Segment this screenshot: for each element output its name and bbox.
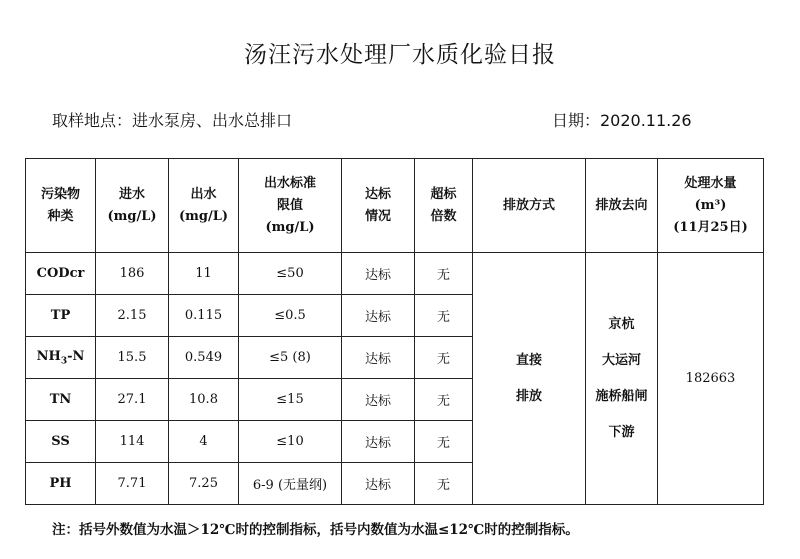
pollutant-name: TP — [26, 295, 96, 337]
header-influent: 进水 (mg/L) — [96, 159, 169, 253]
header-discharge-destination: 排放去向 — [586, 159, 658, 253]
table-header-row — [26, 159, 764, 253]
compliance-status: 达标 — [342, 295, 415, 337]
pollutant-name: SS — [26, 421, 96, 463]
exceed-times: 无 — [415, 337, 473, 379]
effluent-value: 10.8 — [169, 379, 239, 421]
limit-value: ≤0.5 — [239, 295, 342, 337]
influent-value: 27.1 — [96, 379, 169, 421]
effluent-value: 11 — [169, 253, 239, 295]
effluent-value: 4 — [169, 421, 239, 463]
pollutant-name: PH — [26, 463, 96, 505]
limit-value: 6-9 (无量纲) — [239, 463, 342, 505]
report-title: 汤汪污水处理厂水质化验日报 — [244, 42, 556, 68]
compliance-status: 达标 — [342, 421, 415, 463]
footnote: 注：括号外数值为水温＞12℃时的控制指标，括号内数值为水温≤12℃时的控制指标。 — [52, 522, 579, 538]
exceed-times: 无 — [415, 463, 473, 505]
limit-value: ≤15 — [239, 379, 342, 421]
discharge-destination: 京杭 大运河 施桥船闸 下游 — [586, 253, 658, 505]
influent-value: 186 — [96, 253, 169, 295]
pollutant-name: $NH_3-N$ — [26, 337, 96, 379]
compliance-status: 达标 — [342, 463, 415, 505]
effluent-value: 7.25 — [169, 463, 239, 505]
compliance-status: 达标 — [342, 253, 415, 295]
water-quality-table — [25, 158, 764, 505]
report-date: 日期：2020.11.26 — [552, 111, 692, 130]
effluent-value: 0.549 — [169, 337, 239, 379]
influent-value: 114 — [96, 421, 169, 463]
influent-value: 7.71 — [96, 463, 169, 505]
sampling-location: 取样地点：进水泵房、出水总排口 — [52, 111, 293, 130]
limit-value: ≤5 (8) — [239, 337, 342, 379]
exceed-times: 无 — [415, 253, 473, 295]
header-pollutant: 污染物 种类 — [26, 159, 96, 253]
header-effluent: 出水 (mg/L) — [169, 159, 239, 253]
influent-value: 15.5 — [96, 337, 169, 379]
exceed-times: 无 — [415, 295, 473, 337]
influent-value: 2.15 — [96, 295, 169, 337]
compliance-status: 达标 — [342, 379, 415, 421]
compliance-status: 达标 — [342, 337, 415, 379]
header-exceed: 超标 倍数 — [415, 159, 473, 253]
pollutant-name: TN — [26, 379, 96, 421]
header-limit: 出水标准 限值 (mg/L) — [239, 159, 342, 253]
exceed-times: 无 — [415, 379, 473, 421]
effluent-value: 0.115 — [169, 295, 239, 337]
limit-value: ≤10 — [239, 421, 342, 463]
limit-value: ≤50 — [239, 253, 342, 295]
treated-volume: 182663 — [658, 253, 764, 505]
header-volume: 处理水量 (m³) (11月25日) — [658, 159, 764, 253]
header-discharge-method: 排放方式 — [473, 159, 586, 253]
exceed-times: 无 — [415, 421, 473, 463]
header-compliance: 达标 情况 — [342, 159, 415, 253]
pollutant-name: CODcr — [26, 253, 96, 295]
discharge-method: 直接 排放 — [473, 253, 586, 505]
table-row — [26, 253, 764, 295]
